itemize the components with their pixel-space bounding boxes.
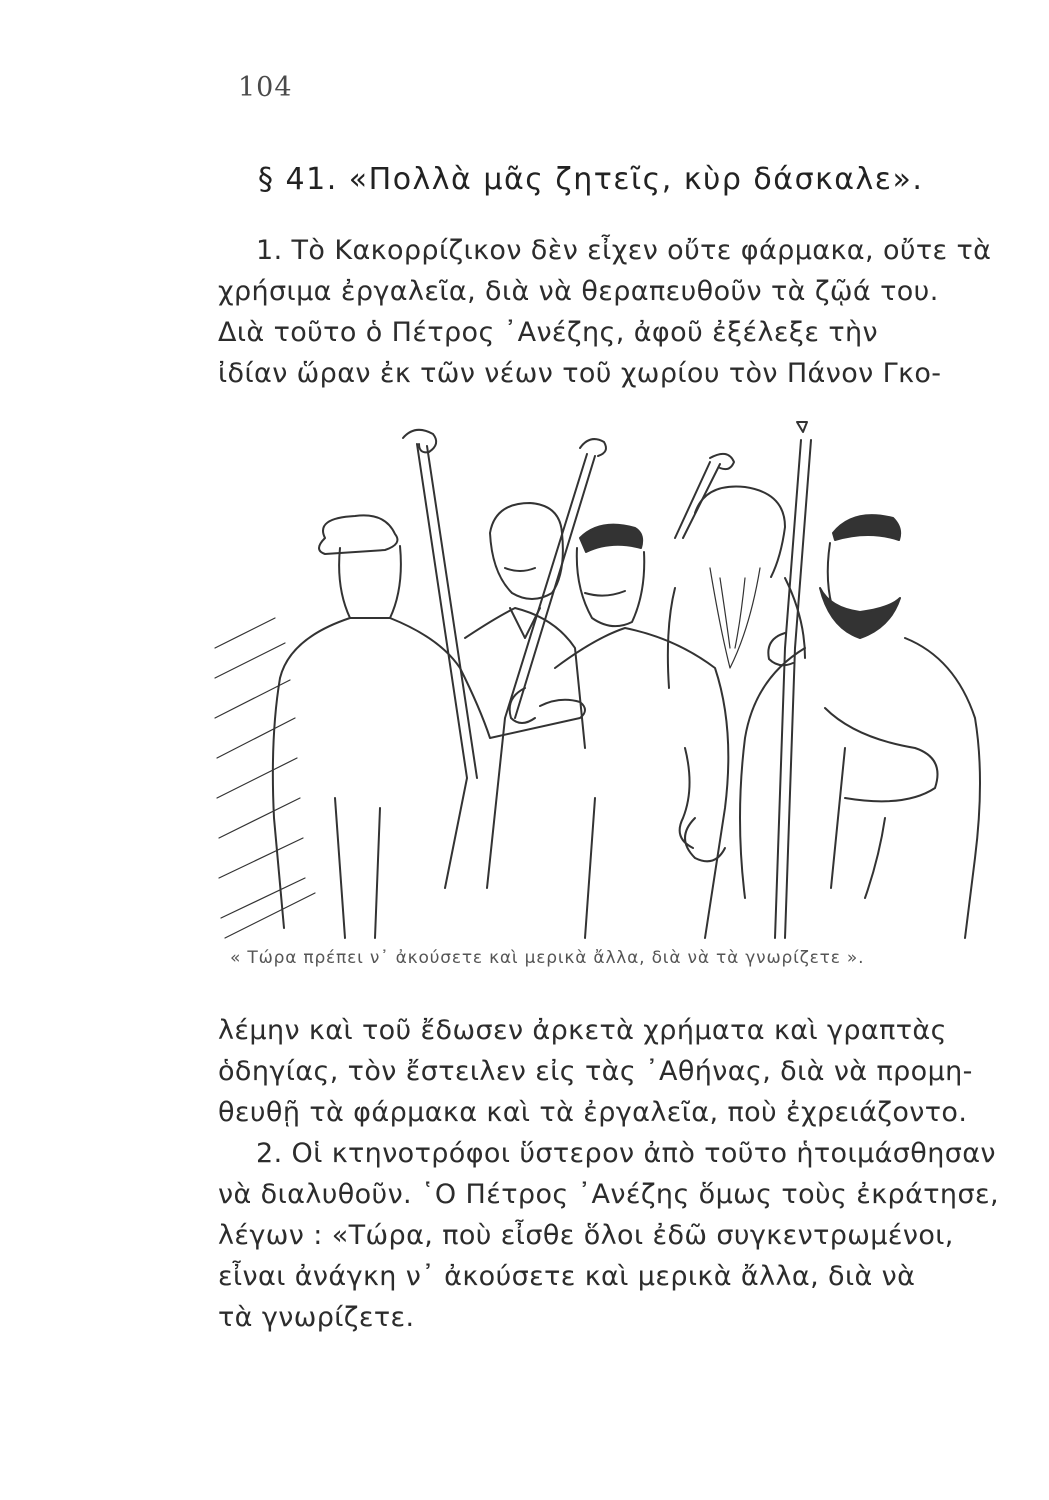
figure-hat-man — [273, 515, 585, 938]
paragraph-1 — [218, 230, 998, 394]
section-title: § 41. «Πολλὰ μᾶς ζητεῖς, κὺρ δάσκαλε». — [258, 162, 924, 197]
paragraph-line: ὁδηγίας, τὸν ἔστειλεν εἰς τὰς ᾿Αθήνας, διὰ νὰ προμη- — [218, 1056, 973, 1087]
paragraph-line: ἰδίαν ὥραν ἐκ τῶν νέων τοῦ χωρίου τὸν Πάνον Γκο- — [218, 358, 942, 389]
figure-grinning-man — [555, 525, 728, 938]
illustration-drawing — [205, 418, 985, 948]
paragraph-2 — [218, 1010, 998, 1338]
figure-capped-man — [740, 515, 980, 938]
paragraph-line: λέμην καὶ τοῦ ἔδωσεν ἀρκετὰ χρήματα καὶ γραπτὰς — [218, 1015, 947, 1046]
illustration-shepherds — [205, 418, 985, 948]
paragraph-line: τὰ γνωρίζετε. — [218, 1302, 415, 1333]
hands — [510, 633, 793, 861]
paragraph-line: λέγων : «Τώρα, ποὺ εἶσθε ὅλοι ἐδῶ συγκεντρωμένοι, — [218, 1220, 954, 1251]
paragraph-line: θευθῇ τὰ φάρμακα καὶ τὰ ἐργαλεῖα, ποὺ ἐχρειάζοντο. — [218, 1097, 968, 1128]
paragraph-line: νὰ διαλυθοῦν. ῾Ο Πέτρος ᾿Ανέζης ὅμως τοὺς ἐκράτησε, — [218, 1179, 999, 1210]
paragraph-line: 1. Τὸ Κακορρίζικον δὲν εἶχεν οὔτε φάρμακα, οὔτε τὰ — [256, 235, 992, 266]
hatching-shadow — [215, 618, 315, 938]
shepherd-crooks — [403, 422, 811, 938]
figure-moustache-man — [465, 503, 585, 748]
page-number: 104 — [238, 72, 293, 103]
paragraph-line: χρήσιμα ἐργαλεῖα, διὰ νὰ θεραπευθοῦν τὰ ζῷά του. — [218, 276, 939, 307]
paragraph-line: εἶναι ἀνάγκη ν᾿ ἀκούσετε καὶ μερικὰ ἄλλα, διὰ νὰ — [218, 1261, 916, 1292]
paragraph-line: Διὰ τοῦτο ὁ Πέτρος ᾿Ανέζης, ἀφοῦ ἐξέλεξε τὴν — [218, 317, 878, 348]
paragraph-line: 2. Οἱ κτηνοτρόφοι ὕστερον ἀπὸ τοῦτο ἡτοιμάσθησαν — [256, 1138, 996, 1169]
illustration-caption: « Τώρα πρέπει ν᾿ ἀκούσετε καὶ μερικὰ ἄλλα, διὰ νὰ τὰ γνωρίζετε ». — [230, 948, 865, 968]
